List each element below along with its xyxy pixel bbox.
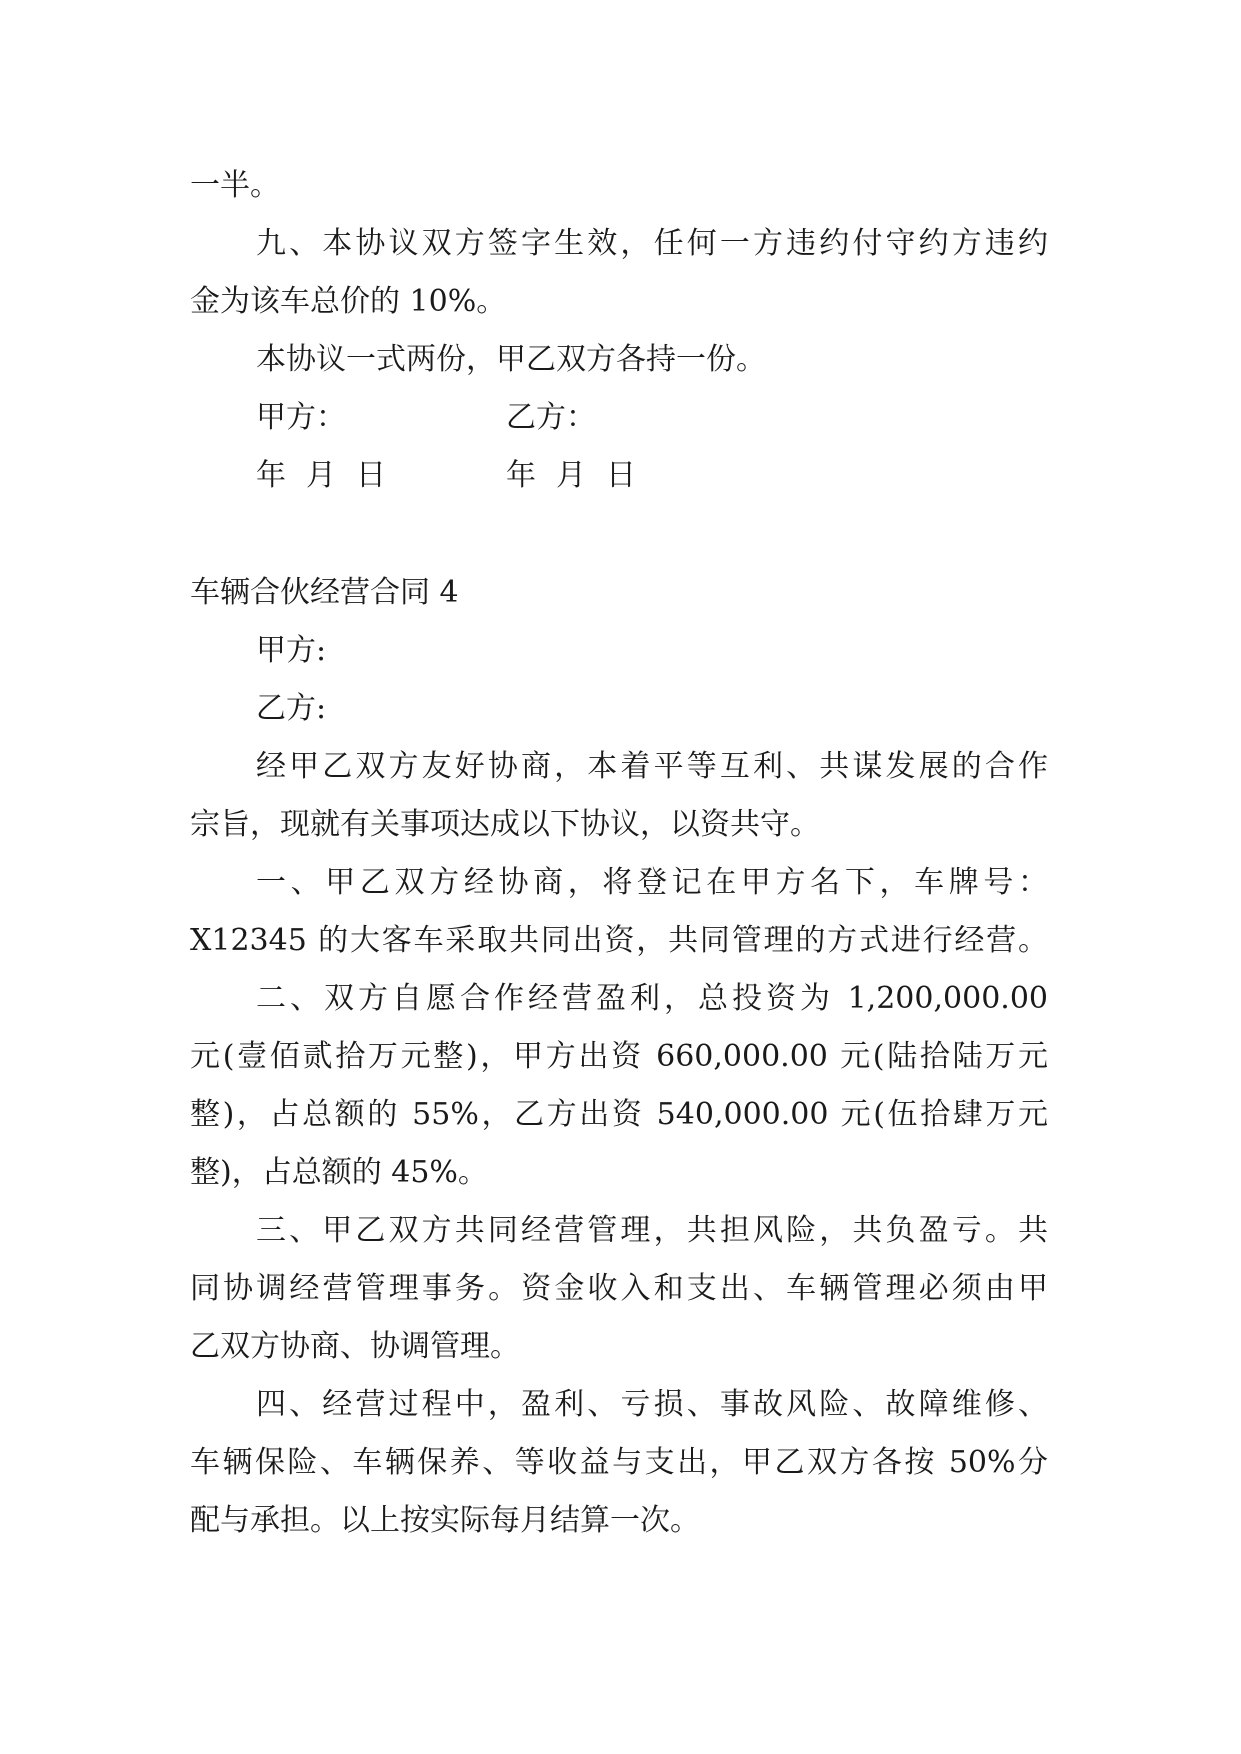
date-month: 月: [306, 458, 336, 493]
text-line: 二、双方自愿合作经营盈利，总投资为 1,200,000.00: [256, 981, 1048, 1016]
date-year: 年: [256, 458, 286, 493]
date-month: 月: [556, 458, 586, 493]
text-line: 整)，占总额的 55%，乙方出资 540,000.00 元(伍拾肆万元: [190, 1097, 1048, 1132]
date-day: 日: [606, 458, 636, 493]
text-line: 三、甲乙双方共同经营管理，共担风险，共负盈亏。共: [256, 1213, 1048, 1248]
text-line: 元(壹佰贰拾万元整)，甲方出资 660,000.00 元(陆拾陆万元: [190, 1039, 1048, 1074]
contract-title: 车辆合伙经营合同 4: [190, 575, 459, 610]
party-b-label: 乙方:: [256, 691, 327, 726]
party-a-date: [256, 456, 396, 496]
date-day: 日: [356, 458, 386, 493]
text-line: 金为该车总价的 10%。: [190, 284, 507, 319]
party-b-signature-label: 乙方：: [506, 400, 596, 435]
text-line: 同协调经营管理事务。资金收入和支出、车辆管理必须由甲: [190, 1271, 1048, 1306]
party-b-date: [506, 456, 646, 496]
text-line: 一、甲乙双方经协商，将登记在甲方名下，车牌号：: [256, 865, 1048, 900]
party-a-signature-label: 甲方：: [256, 400, 346, 435]
text-line: 四、经营过程中，盈利、亏损、事故风险、故障维修、: [256, 1387, 1048, 1422]
party-a-label: 甲方:: [256, 633, 327, 668]
date-year: 年: [506, 458, 536, 493]
text-line: 车辆保险、车辆保养、等收益与支出，甲乙双方各按 50%分: [190, 1445, 1048, 1480]
text-line: X12345 的大客车采取共同出资，共同管理的方式进行经营。: [190, 923, 1048, 958]
text-line: 九、本协议双方签字生效，任何一方违约付守约方违约: [256, 226, 1048, 261]
text-line: 本协议一式两份，甲乙双方各持一份。: [256, 342, 766, 377]
text-line: 宗旨，现就有关事项达成以下协议，以资共守。: [190, 807, 820, 842]
text-line: 配与承担。以上按实际每月结算一次。: [190, 1503, 700, 1538]
text-line: 整)，占总额的 45%。: [190, 1155, 488, 1190]
text-line: 经甲乙双方友好协商，本着平等互利、共谋发展的合作: [256, 749, 1048, 784]
text-line: 乙双方协商、协调管理。: [190, 1329, 520, 1364]
text-line: 一半。: [190, 168, 280, 203]
